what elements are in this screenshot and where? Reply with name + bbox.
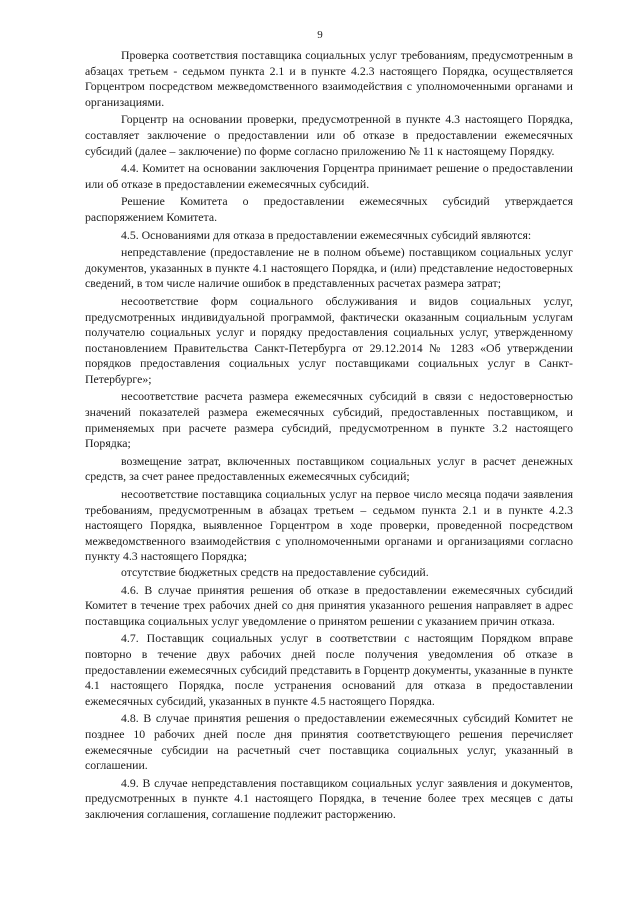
paragraph-4-7: 4.7. Поставщик социальных услуг в соответствии с настоящим Порядком вправе повторно в течение двух рабочих дней после получения уведомления об отказе в предоставлении ежемесячных субсидий представить в Горцентр документы, указанные в пункте 4.1 настоящего Порядка, после устранения оснований для отказа в предоставлении ежемесячных субсидий, указанных в пункте 4.5 настоящего Порядка.: [85, 631, 573, 708]
paragraph-verification-check: Проверка соответствия поставщика социальных услуг требованиям, предусмотренным в абзацах третьем - седьмом пункта 2.1 и в пункте 4.2.3 настоящего Порядка, осуществляется Горцентром посредством межведомственного взаимодействия с уполномоченными органами и организациями.: [85, 48, 573, 109]
paragraph-4-9: 4.9. В случае непредставления поставщиком социальных услуг заявления и документов, предусмотренных в пункте 4.1 настоящего Порядка, в течение более трех месяцев с даты заключения соглашения, соглашение подлежит расторжению.: [85, 775, 573, 821]
paragraph-committee-decision: Решение Комитета о предоставлении ежемесячных субсидий утверждается распоряжением Комитета.: [85, 194, 573, 224]
list-item-calculation-mismatch: несоответствие расчета размера ежемесячных субсидий в связи с недостоверностью значений показателей размера ежемесячных субсидий, предоставленных поставщиком, и применяемых при расчете размера субсидий, предусмотренном в пункте 3.2 настоящего Порядка;: [85, 389, 573, 451]
page-number: 9: [317, 29, 323, 41]
list-item-non-submission: непредставление (предоставление не в полном объеме) поставщиком социальных услуг документов, указанных в пункте 4.1 настоящего Порядка, и (или) представление недостоверных сведений, в том числе наличие ошибок в представленных расчетах размера затрат;: [85, 245, 573, 291]
list-item-form-mismatch: несоответствие форм социального обслуживания и видов социальных услуг, предусмотренных индивидуальной программой, фактически оказанным социальным услугам получателю социальных услуг и порядку предоставления социальных услуг, утвержденному постановлением Правительства Санкт-Петербурга от 29.12.2014 № 1283 «Об утверждении порядков предоставления социальных услуг поставщиками социальных услуг в Санкт-Петербурге»;: [85, 293, 573, 386]
document-body: [85, 48, 573, 823]
paragraph-gorcentr-conclusion: Горцентр на основании проверки, предусмотренной в пункте 4.3 настоящего Порядка, составляет заключение о предоставлении или об отказе в предоставлении ежемесячных субсидий (далее – заключение) по форме согласно приложению № 11 к настоящему Порядку.: [85, 112, 573, 158]
list-item-no-budget: отсутствие бюджетных средств на предоставление субсидий.: [121, 565, 429, 579]
paragraph-4-4: 4.4. Комитет на основании заключения Горцентра принимает решение о предоставлении или об отказе в предоставлении ежемесячных субсидий.: [85, 161, 573, 191]
paragraph-4-8: 4.8. В случае принятия решения о предоставлении ежемесячных субсидий Комитет не позднее 10 рабочих дней после дня принятия соответствующего решения перечисляет ежемесячные субсидии на расчетный счет поставщика социальных услуг, указанный в соглашении.: [85, 711, 573, 773]
paragraph-4-5: 4.5. Основаниями для отказа в предоставлении ежемесячных субсидий являются:: [121, 227, 532, 242]
list-item-supplier-noncompliance: несоответствие поставщика социальных услуг на первое число месяца подачи заявления требованиям, предусмотренным в абзацах третьем – седьмом пункта 2.1 и в пункте 4.2.3 настоящего Порядка, выявленное Горцентром в ходе проверки, проведенной посредством межведомственного взаимодействия с уполномоченными органами и организациями согласно пункту 4.3 настоящего Порядка;: [85, 487, 573, 564]
list-item-cost-reimbursement: возмещение затрат, включенных поставщиком социальных услуг в расчет денежных средств, за счет ранее предоставленных ежемесячных субсидий;: [85, 453, 573, 484]
paragraph-4-6: 4.6. В случае принятия решения об отказе в предоставлении ежемесячных субсидий Комитет в течение трех рабочих дней со дня принятия указанного решения направляет в адрес поставщика социальных услуг уведомление о принятом решении с указанием причин отказа.: [85, 582, 573, 628]
